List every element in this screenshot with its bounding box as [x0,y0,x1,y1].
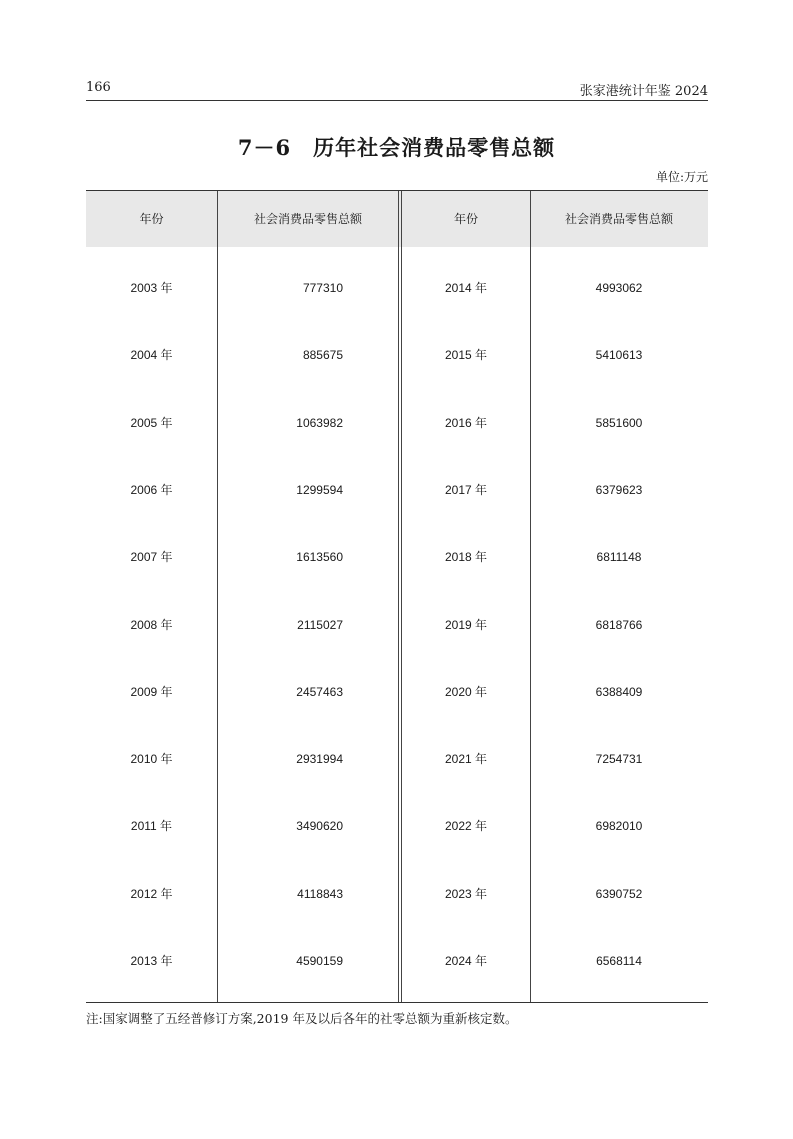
page-number: 166 [86,80,111,95]
row-value: 6982010 [595,819,643,833]
table-title-text: 历年社会消费品零售总额 [313,135,556,160]
row-year: 2009 年 [130,685,173,699]
column-header-sales-right: 社会消费品零售总额 [564,212,673,226]
row-value: 1613560 [296,550,343,564]
row-year: 2022 年 [444,819,488,833]
row-value: 6818766 [595,618,643,632]
table-title [0,132,793,162]
row-year: 2005 年 [130,416,173,430]
row-year: 2024 年 [444,954,488,968]
row-value: 6390752 [595,887,643,901]
row-year: 2023 年 [444,887,488,901]
row-year: 2006 年 [130,483,173,497]
page-header [86,78,708,101]
row-value: 3490620 [296,819,343,833]
book-title: 张家港统计年鉴 2024 [579,84,708,99]
row-year: 2020 年 [444,685,488,699]
row-value: 7254731 [595,752,643,766]
row-value: 2115027 [297,618,343,632]
row-year: 2015 年 [444,348,488,362]
row-value: 2931994 [296,752,343,766]
column-header-year-left: 年份 [139,212,164,226]
row-year: 2017 年 [444,483,488,497]
row-year: 2008 年 [130,618,173,632]
row-year: 2021 年 [444,752,488,766]
row-value: 6811148 [596,550,642,564]
row-value: 5410613 [595,348,643,362]
row-value: 4993062 [595,281,643,295]
row-year: 2010 年 [130,752,173,766]
row-year: 2018 年 [444,550,488,564]
column-header-sales-left: 社会消费品零售总额 [253,212,362,226]
row-year: 2019 年 [444,618,488,632]
row-value: 1299594 [296,483,343,497]
row-value: 4118843 [297,887,343,901]
column-divider [530,191,531,1002]
row-value: 1063982 [296,416,343,430]
row-year: 2004 年 [130,348,173,362]
unit-label: 单位:万元 [655,170,708,184]
column-divider [217,191,218,1002]
row-value: 777310 [302,281,343,295]
double-column-divider [398,191,402,1002]
footnote: 注:国家调整了五经普修订方案,2019 年及以后各年的社零总额为重新核定数。 [86,1011,518,1026]
table-header [86,191,708,247]
row-year: 2012 年 [130,887,173,901]
row-year: 2013 年 [130,954,173,968]
row-value: 4590159 [296,954,343,968]
row-year: 2011 年 [130,819,173,833]
column-header-year-right: 年份 [453,212,478,226]
row-value: 6379623 [595,483,643,497]
row-value: 2457463 [296,685,343,699]
data-table [86,190,708,1003]
row-year: 2007 年 [130,550,173,564]
row-value: 5851600 [595,416,643,430]
table-number: 7－6 [237,135,292,160]
row-year: 2016 年 [444,416,488,430]
row-value: 885675 [302,348,343,362]
row-value: 6388409 [595,685,643,699]
row-year: 2014 年 [444,281,488,295]
row-year: 2003 年 [130,281,173,295]
row-value: 6568114 [596,954,642,968]
